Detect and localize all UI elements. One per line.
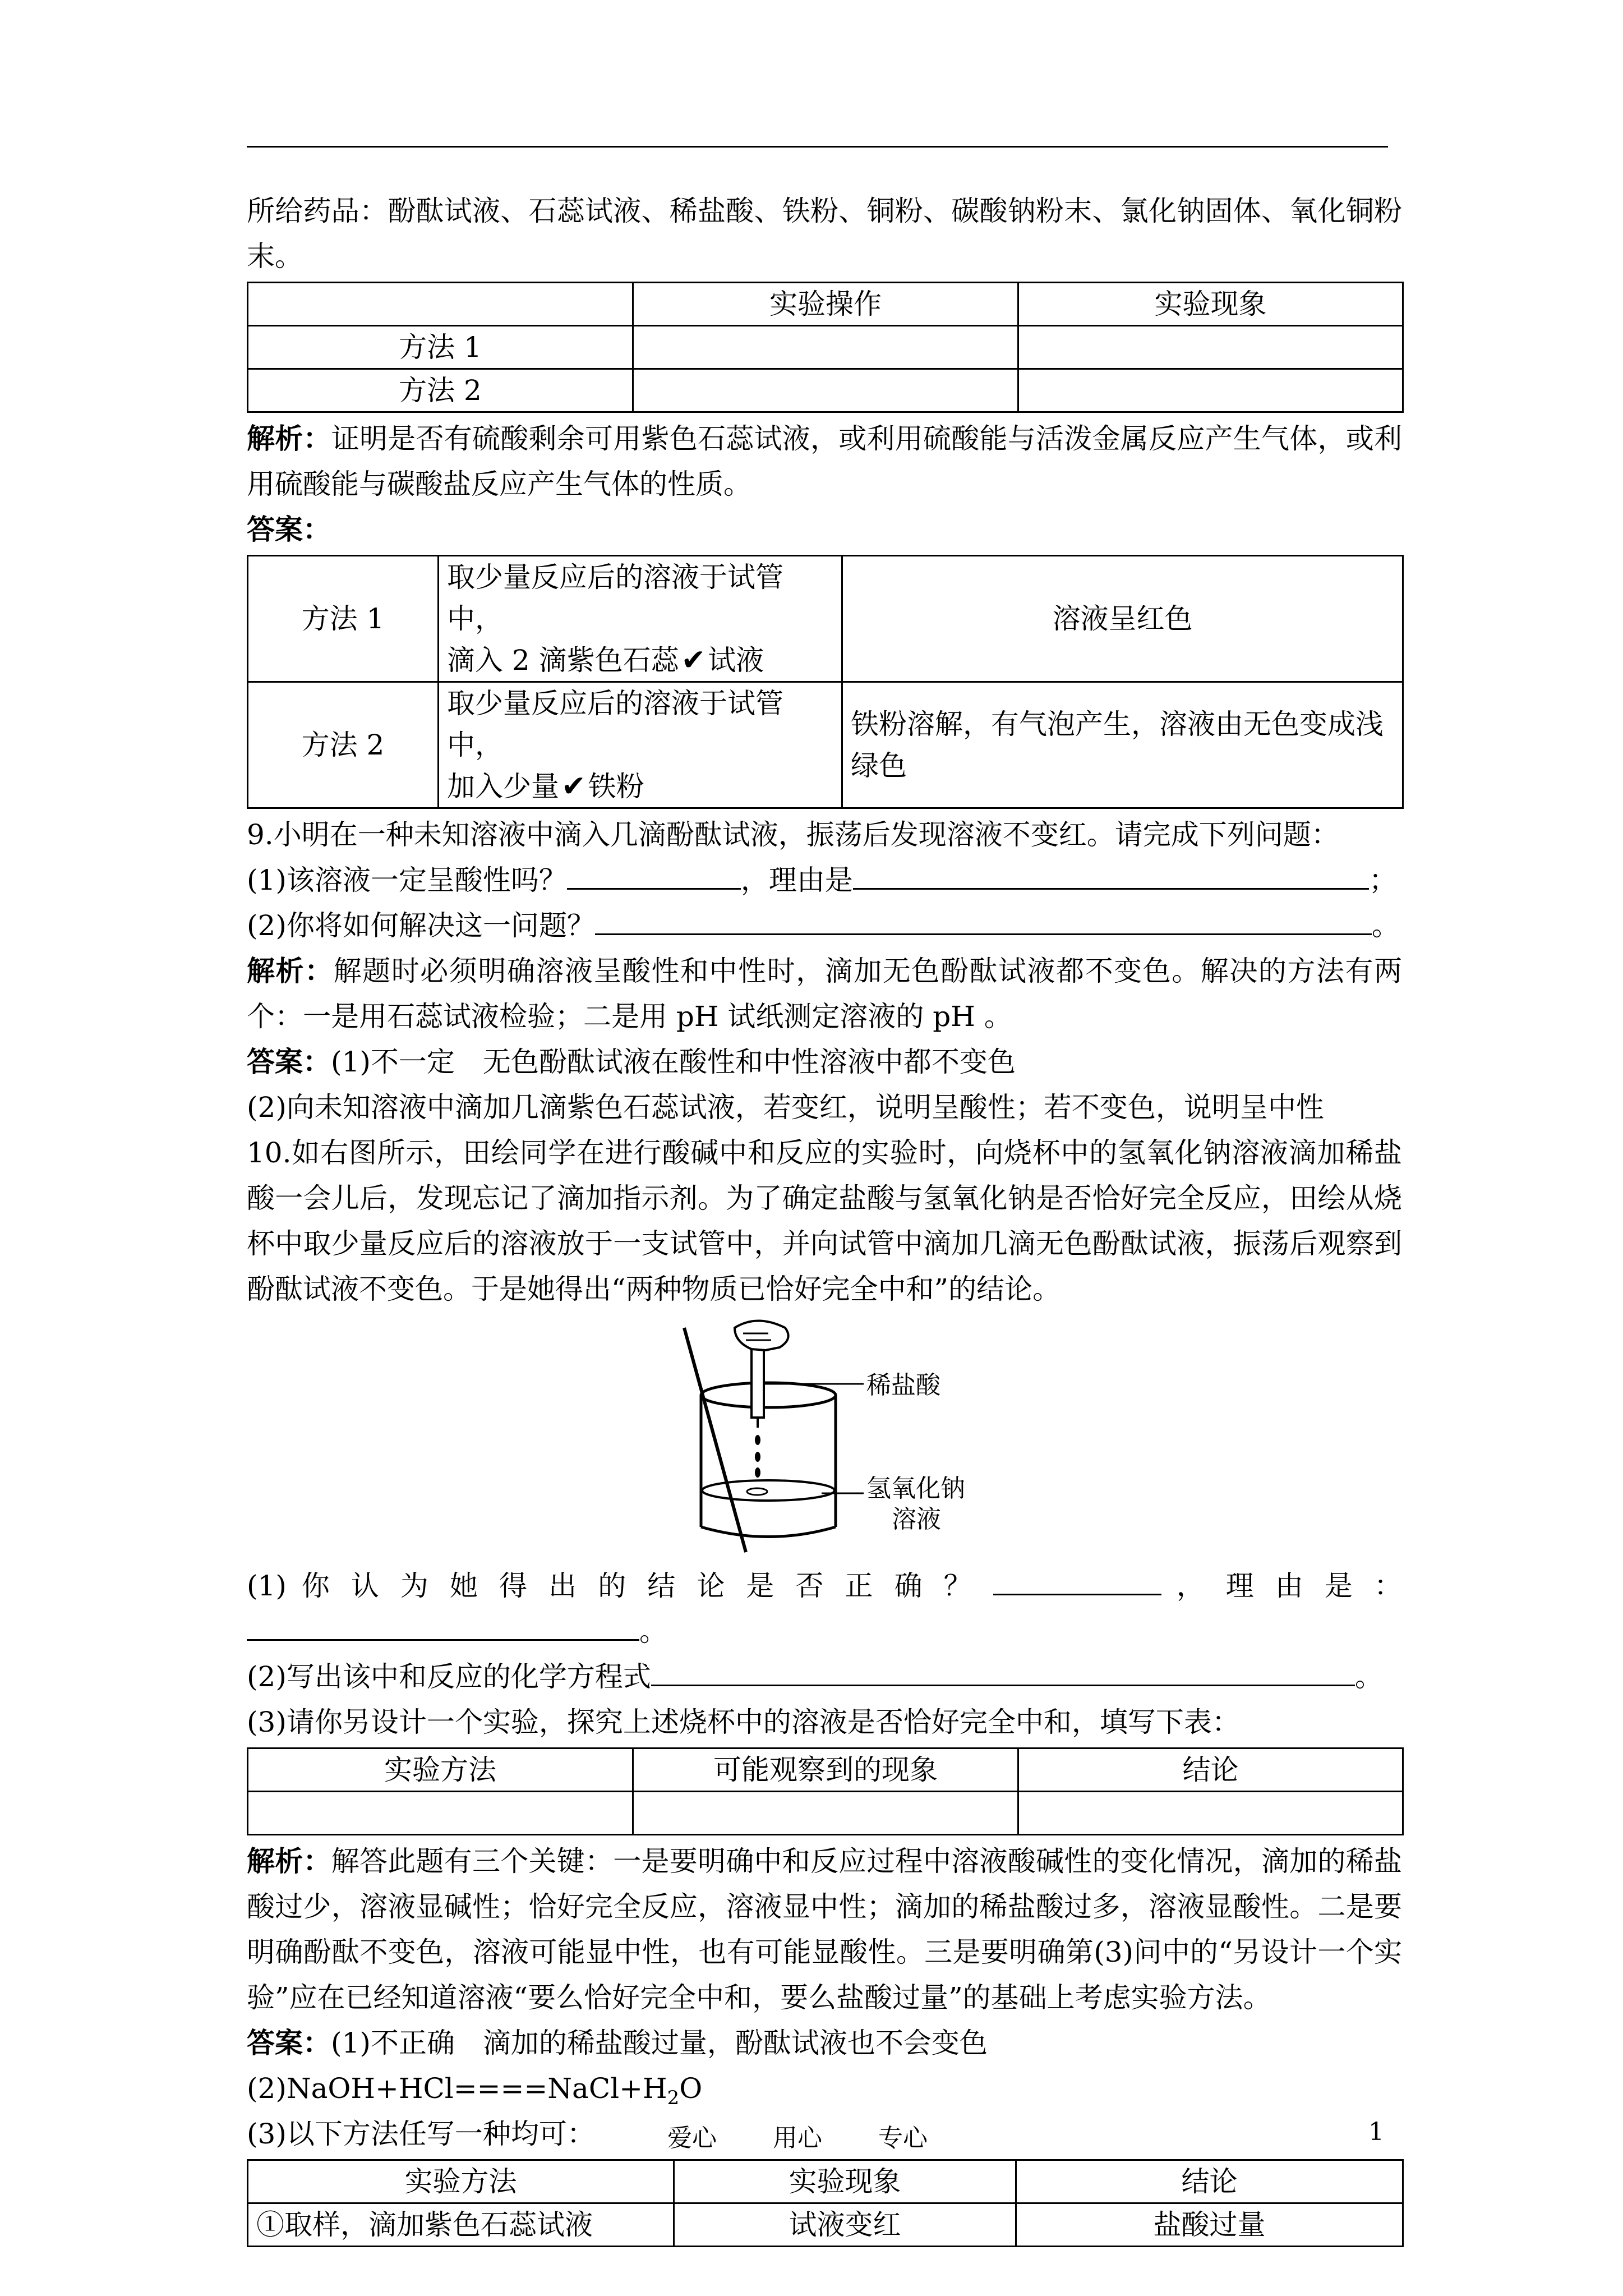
table-header-cell: 实验现象 <box>674 2160 1016 2203</box>
table-cell: 铁粉溶解，有气泡产生，溶液由无色变成浅绿色 <box>842 682 1403 808</box>
answer-blank[interactable] <box>247 1609 639 1641</box>
answer-blank[interactable] <box>651 1654 1355 1686</box>
table-header-cell: 实验现象 <box>1018 283 1403 326</box>
table-header-row <box>248 2160 1403 2203</box>
cell-text: 铁粉 <box>588 770 644 803</box>
label-dilute-hcl: 稀盐酸 <box>866 1371 940 1400</box>
footer-text: 爱心 <box>667 2124 717 2152</box>
table-cell <box>248 1792 633 1835</box>
analysis-text: 解题时必须明确溶液呈酸性和中性时，滴加无色酚酞试液都不变色。解决的方法有两个：一是用石蕊试液检验；二是用 pH 试纸测定溶液的 pH 。 <box>247 955 1403 1033</box>
table-row <box>248 369 1403 412</box>
q9-answer-1 <box>247 1039 1402 1085</box>
table-cell: 方法 2 <box>248 369 633 412</box>
beaker-illustration <box>673 1317 886 1558</box>
question-text: 。 <box>1354 1660 1383 1693</box>
q10-sub1 <box>247 1563 1402 1609</box>
q9-sub1 <box>247 858 1402 903</box>
q9-analysis <box>247 949 1402 1039</box>
given-reagents: 所给药品：酚酞试液、石蕊试液、稀盐酸、铁粉、铜粉、碳酸钠粉末、氯化钠固体、氧化铜粉末。 <box>247 195 1402 273</box>
q10-stem: 10.如右图所示，田绘同学在进行酸碱中和反应的实验时，向烧杯中的氢氧化钠溶液滴加稀盐酸一会儿后，发现忘记了滴加指示剂。为了确定盐酸与氢氧化钠是否恰好完全反应，田绘从烧杯中取少量反应后的溶液放于一支试管中，并向试管中滴加几滴无色酚酞试液，振荡后观察到酚酞试液不变色。于是她得出“两种物质已恰好完全中和”的结论。 <box>247 1137 1402 1305</box>
question-text: ， 理 由 是 ： <box>1176 1570 1402 1602</box>
table-cell <box>633 1792 1018 1835</box>
label-naoh-line1: 氢氧化钠 <box>866 1474 965 1503</box>
table-header-cell: 结论 <box>1016 2160 1403 2203</box>
question-text: 。 <box>1371 909 1400 942</box>
analysis-label: 解析： <box>247 955 334 987</box>
q10-blank-table <box>247 1747 1404 1835</box>
analysis-text: 证明是否有硫酸剩余可用紫色石蕊试液，或利用硫酸能与活泼金属反应产生气体，或利用硫酸能与碳酸盐反应产生气体的性质。 <box>247 422 1402 500</box>
table-cell <box>1018 326 1403 369</box>
checkmark-icon: ✔ <box>681 643 706 677</box>
table-header-row <box>248 1749 1403 1792</box>
q10-answer-2 <box>247 2066 1402 2111</box>
cell-line: 取少量反应后的溶液于试管中， <box>447 561 783 635</box>
q10-sub3: (3)请你另设计一个实验，探究上述烧杯中的溶液是否恰好完全中和，填写下表： <box>247 1706 1240 1738</box>
cell-text: 滴入 2 滴紫色石蕊 <box>447 644 679 677</box>
question-text: ； <box>1368 864 1397 896</box>
q8-analysis <box>247 416 1402 507</box>
table-cell <box>633 326 1018 369</box>
table-row <box>248 326 1403 369</box>
q10-sub1-cont <box>247 1609 1402 1654</box>
beaker-figure <box>247 1317 1402 1558</box>
question-text: 。 <box>639 1615 667 1648</box>
checkmark-icon: ✔ <box>561 770 586 803</box>
q10-analysis <box>247 1839 1402 2021</box>
q10-answer-3: (3)以下方法任写一种均可： <box>247 2118 595 2150</box>
answer-blank[interactable] <box>993 1563 1161 1595</box>
q8-answer-label-line <box>247 507 1402 553</box>
table-cell: 方法 1 <box>248 556 439 682</box>
table-cell: ①取样，滴加紫色石蕊试液 <box>248 2203 674 2247</box>
q9-answer-2: (2)向未知溶液中滴加几滴紫色石蕊试液，若变红，说明呈酸性；若不变色，说明呈中性 <box>247 1091 1324 1124</box>
page-number: 1 <box>1368 2118 1384 2146</box>
answer-blank[interactable] <box>853 858 1369 890</box>
table-row <box>248 682 1403 808</box>
analysis-text: 解答此题有三个关键：一是要明确中和反应过程中溶液酸碱性的变化情况，滴加的稀盐酸过少，溶液显碱性；恰好完全反应，溶液显中性；滴加的稀盐酸过多，溶液显酸性。二是要明确酚酞不变色，溶液可能显中性，也有可能显酸性。三是要明确第(3)问中的“另设计一个实验”应在已经知道溶液“要么恰好完全中和，要么盐酸过量”的基础上考虑实验方法。 <box>247 1845 1402 2014</box>
label-naoh-line2: 溶液 <box>892 1505 941 1534</box>
answer-label: 答案： <box>247 513 331 546</box>
analysis-label: 解析： <box>247 1845 331 1878</box>
table-cell: 方法 2 <box>248 682 439 808</box>
subscript: 2 <box>667 2087 680 2109</box>
table-row <box>248 556 1403 682</box>
answer-text: (2)NaOH+HCl====NaCl+H <box>247 2072 667 2105</box>
question-text: (1) 你 认 为 她 得 出 的 结 论 是 否 正 确 ？ <box>247 1570 978 1602</box>
page-content <box>247 188 1402 2251</box>
table-cell <box>439 682 842 808</box>
question-text: (2)你将如何解决这一问题？ <box>247 909 595 942</box>
table-cell: 溶液呈红色 <box>842 556 1403 682</box>
table-cell <box>1018 1792 1403 1835</box>
table-cell: 试液变红 <box>674 2203 1016 2247</box>
cell-line <box>447 639 833 681</box>
cell-line <box>447 766 833 807</box>
question-text: (1)该溶液一定呈酸性吗？ <box>247 864 567 896</box>
analysis-label: 解析： <box>247 422 331 455</box>
cell-text: 试液 <box>708 644 764 677</box>
table-row <box>248 1792 1403 1835</box>
answer-label: 答案： <box>247 2027 331 2059</box>
answer-text: O <box>679 2072 703 2105</box>
table-cell: 盐酸过量 <box>1016 2203 1403 2247</box>
q9-stem: 9.小明在一种未知溶液中滴入几滴酚酞试液，振荡后发现溶液不变红。请完成下列问题： <box>247 818 1339 851</box>
answer-text: (1)不一定 无色酚酞试液在酸性和中性溶液中都不变色 <box>331 1046 1016 1078</box>
question-text: (2)写出该中和反应的化学方程式 <box>247 1660 651 1693</box>
q9-sub2 <box>247 903 1402 949</box>
table-cell: 方法 1 <box>248 326 633 369</box>
table-cell <box>439 556 842 682</box>
answer-blank[interactable] <box>595 903 1372 935</box>
q8-blank-table <box>247 282 1404 413</box>
table-header-cell: 结论 <box>1018 1749 1403 1792</box>
footer-text: 专心 <box>878 2124 928 2152</box>
answer-blank[interactable] <box>567 858 741 890</box>
table-header-row <box>248 283 1403 326</box>
footer-slogan <box>667 2118 984 2154</box>
q10-sub2 <box>247 1654 1402 1700</box>
answer-text: (1)不正确 滴加的稀盐酸过量，酚酞试液也不会变色 <box>331 2027 988 2059</box>
table-header-cell: 实验方法 <box>248 1749 633 1792</box>
table-header-cell: 可能观察到的现象 <box>633 1749 1018 1792</box>
table-cell <box>1018 369 1403 412</box>
q8-answer-table <box>247 555 1404 809</box>
q10-answer-table <box>247 2159 1404 2247</box>
cell-text: 加入少量 <box>447 770 559 803</box>
table-row <box>248 2203 1403 2247</box>
footer-text: 用心 <box>773 2124 822 2152</box>
table-header-cell <box>248 283 633 326</box>
header-rule <box>247 146 1388 148</box>
table-header-cell: 实验操作 <box>633 283 1018 326</box>
cell-line: 取少量反应后的溶液于试管中， <box>447 687 783 761</box>
question-text: ，理由是 <box>740 864 853 896</box>
q10-answer-1 <box>247 2021 1402 2066</box>
answer-label: 答案： <box>247 1046 331 1078</box>
table-cell <box>633 369 1018 412</box>
table-header-cell: 实验方法 <box>248 2160 674 2203</box>
